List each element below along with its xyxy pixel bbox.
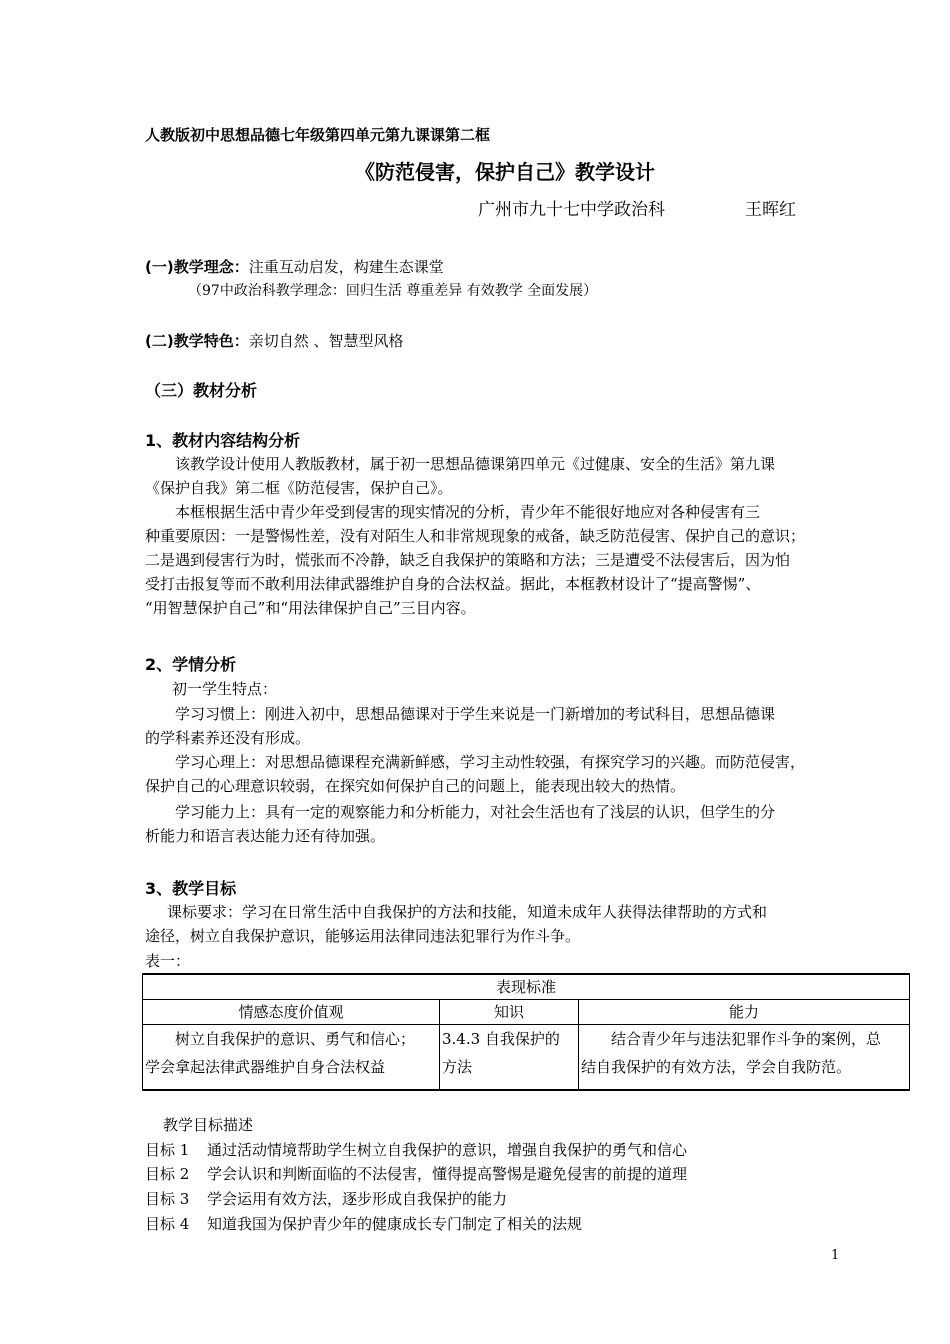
section-1 [145, 256, 444, 277]
learner-habits: 学习习惯上：刚进入初中，思想品德课对于学生来说是一门新增加的考试科目，思想品德课 的学科素养还没有形成。 [145, 705, 776, 747]
goal-item: 目标 1 通过活动情境帮助学生树立自我保护的意识，增强自我保护的勇气和信心 [145, 1141, 688, 1159]
content-analysis-p1: 该教学设计使用人教版教材，属于初一思想品德课第四单元《过健康、安全的生活》第九课 《保护自我》第二框《防范侵害，保护自己》。 [145, 455, 776, 497]
learner-ability: 学习能力上：具有一定的观察能力和分析能力，对社会生活也有了浅层的认识，但学生的分 析能力和语言表达能力还有待加强。 [145, 803, 776, 845]
table-title: 表现标准 [143, 974, 910, 1000]
curriculum-requirement: 课标要求：学习在日常生活中自我保护的方法和技能，知道未成年人获得法律帮助的方式和 途径，树立自我保护意识，能够运用法律同违法犯罪行为作斗争。 [145, 903, 768, 945]
content-analysis-p2: 本框根据生活中青少年受到侵害的现实情况的分析，青少年不能很好地应对各种侵害有三 种重要原因：一是警惕性差，没有对陌生人和非常规现象的戒备，缺乏防范侵害、保护自己的意识； 二是遇到侵害行为时，慌张而不冷静，缺乏自我保护的策略和方法；三是遭受不法侵害后，因为怕 受打击报复等而不敢利用法律武器维护自身的合法权益。据此，本框教材设计了“提高警惕”、 “用智慧保护自己”和“用法律保护自己”三目内容。 [145, 503, 806, 617]
table-cell-knowledge: 3.4.3 自我保护的 方法 [440, 1025, 579, 1091]
course-line: 人教版初中思想品德七年级第四单元第九课课第二框 [145, 126, 491, 144]
school-name: 广州市九十七中学政治科 [478, 200, 665, 220]
section-1-label: (一)教学理念： [145, 258, 249, 276]
document-title: 《防范侵害，保护自己》教学设计 [355, 160, 655, 184]
performance-standards-table [142, 973, 910, 1091]
learner-psychology: 学习心理上：对思想品德课程充满新鲜感，学习主动性较强，有探究学习的兴趣。而防范侵害， 保护自己的心理意识较弱，在探究如何保护自己的问题上，能表现出较大的热情。 [145, 753, 806, 795]
page-number: 1 [831, 1248, 840, 1263]
section-2-label: (二)教学特色： [145, 332, 249, 350]
goal-item: 目标 2 学会认识和判断面临的不法侵害，懂得提高警惕是避免侵害的前提的道理 [145, 1165, 688, 1183]
table-cell-attitude: 树立自我保护的意识、勇气和信心； 学会拿起法律武器维护自身合法权益 [143, 1025, 440, 1091]
goal-item: 目标 4 知道我国为保护青少年的健康成长专门制定了相关的法规 [145, 1215, 583, 1233]
section-2 [145, 330, 404, 351]
table-label: 表一： [145, 952, 191, 970]
table-cell-ability: 结合青少年与违法犯罪作斗争的案例，总 结自我保护的有效方法，学会自我防范。 [579, 1025, 910, 1091]
subsection-1-heading: 1、教材内容结构分析 [145, 431, 301, 450]
subsection-2-heading: 2、学情分析 [145, 655, 237, 674]
section-1-sub: （97中政治科教学理念：回归生活 尊重差异 有效教学 全面发展） [188, 283, 598, 299]
table-header-ability: 能力 [579, 1000, 910, 1025]
section-3-heading: （三）教材分析 [145, 381, 258, 400]
section-1-text: 注重互动启发，构建生态课堂 [248, 258, 444, 276]
author-name: 王晖红 [745, 200, 796, 220]
table-header-knowledge: 知识 [440, 1000, 579, 1025]
goals-heading: 教学目标描述 [163, 1116, 254, 1134]
goal-item: 目标 3 学会运用有效方法，逐步形成自我保护的能力 [145, 1190, 508, 1208]
subsection-3-heading: 3、教学目标 [145, 879, 237, 898]
section-2-text: 亲切自然 、智慧型风格 [248, 332, 404, 350]
table-header-attitude: 情感态度价值观 [143, 1000, 440, 1025]
learner-intro: 初一学生特点： [172, 680, 278, 698]
